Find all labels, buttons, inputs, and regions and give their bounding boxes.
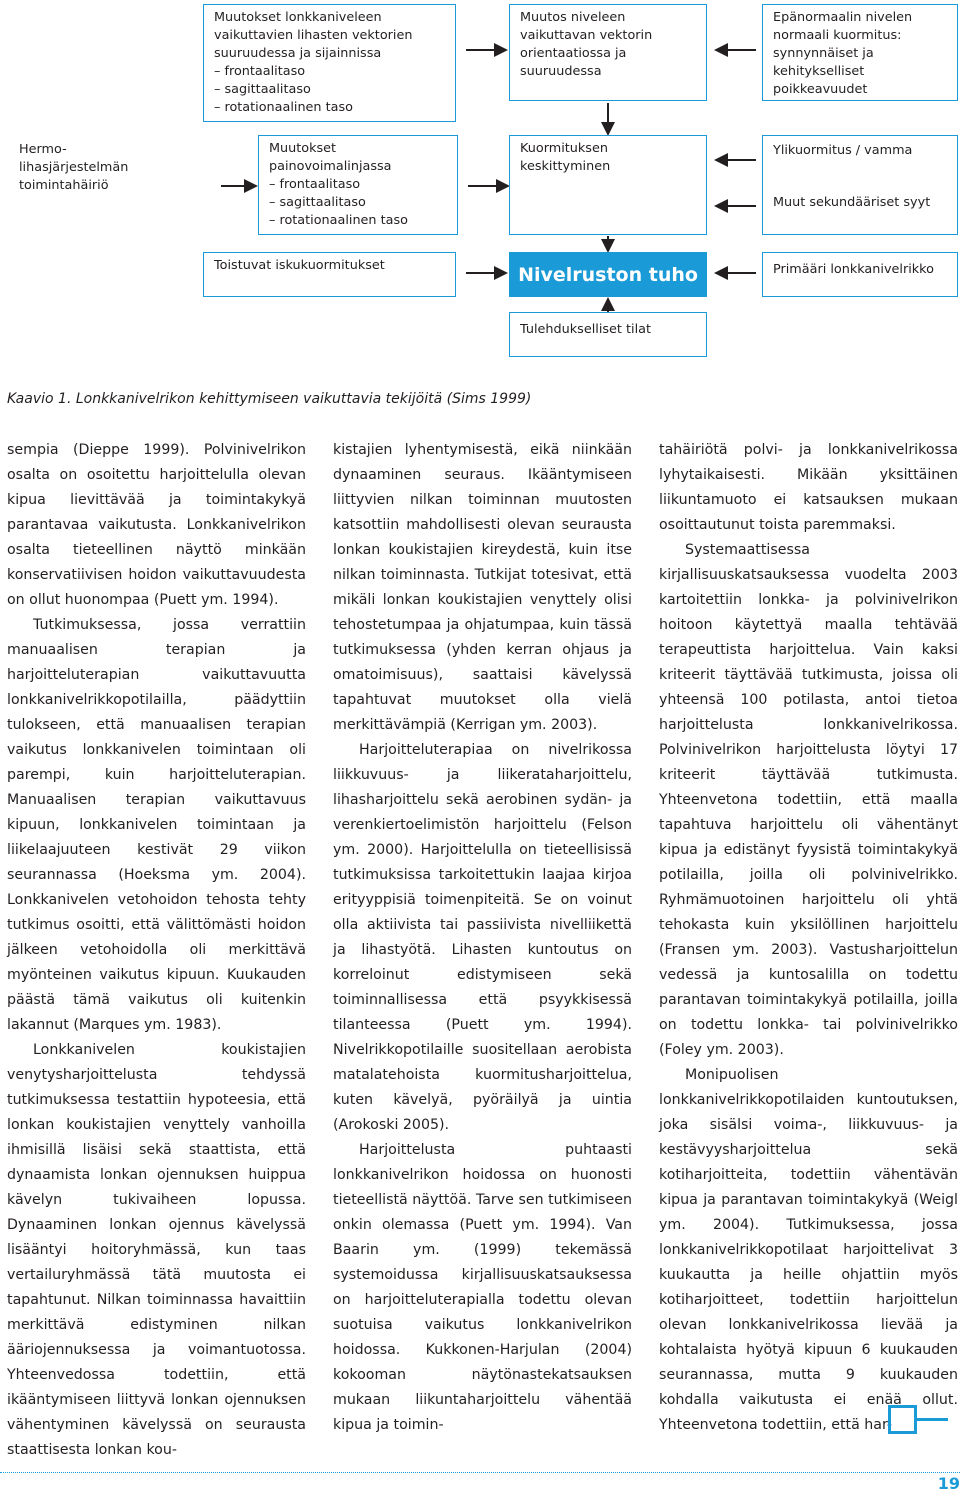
article-end-icon bbox=[888, 1405, 950, 1437]
box-ylikuormitus bbox=[762, 135, 958, 235]
paragraph: sempia (Dieppe 1999). Polvinivelrikon osalta on osoitettu harjoittelulla olevan kipua lievittävää ja toimintakykyä parantavaa vaikutusta. Lonkkanivelrikon osalta tieteellinen näyttö minkään konservatiivisen hoidon vaikuttavuudesta on ollut huonompaa (Puett ym. 1994). bbox=[7, 442, 306, 608]
box-vektori-line: orientaatiossa ja bbox=[520, 46, 627, 61]
box-painovoima-line: painovoimalinjassa bbox=[269, 159, 392, 174]
box-painovoima-line: – sagittaalitaso bbox=[269, 195, 366, 210]
box-lihakset-line: – frontaalitaso bbox=[214, 64, 306, 79]
box-lihakset-line: vaikuttavien lihasten vektorien bbox=[214, 28, 413, 43]
box-kuormitus-line: Kuormituksen bbox=[520, 141, 608, 156]
box-epanormaali-line: synnynnäiset ja bbox=[773, 46, 874, 61]
box-painovoima bbox=[258, 135, 458, 235]
paragraph: Lonkkanivelen koukistajien venytysharjoittelusta tehdyssä tutkimuksessa testattiin hypoteesia, että lonkan koukistajien venyttely vanhoilla ihmisillä lisäisi sekä staattista, että dynaamista lonkan ojennuksen huippua kävelyn tukivaiheen lopussa. Dynaaminen lonkan ojennus kävelyssä lisääntyi hoitoryhmässä, kun taas vertailuryhmässä tätä muutosta ei tapahtunut. Nilkan toiminnassa havaittiin merkittävä edistyminen nilkan ääriojennuksessa ja voimantuotossa. Yhteenvedossa todettiin, että ikääntymiseen liittyvä lonkan ojennuksen vähentyminen kävelyssä on seurausta staattisesta lonkan kou- bbox=[7, 1042, 306, 1458]
text-column-2 bbox=[333, 438, 632, 1438]
box-lihakset bbox=[203, 4, 456, 122]
box-painovoima-line: Muutokset bbox=[269, 141, 337, 156]
box-vektori bbox=[509, 4, 707, 101]
box-tulehdus-label: Tulehdukselliset tilat bbox=[520, 322, 651, 337]
box-painovoima-line: – rotationaalinen taso bbox=[269, 213, 408, 228]
paragraph: Tutkimuksessa, jossa verrattiin manuaalisen terapian ja harjoitteluterapian vaikuttavuutta lonkkanivelrikkopotilailla, päädyttiin tulokseen, että manuaalisen terapian vaikutus lonkkanivelen toimintaan oli parempi, kuin harjoitteluterapian. Manuaalisen terapian vaikuttavuus kipuun, lonkkanivelen toimintaan ja liikelaajuuteen kestivät 29 viikon seurannassa (Hoeksma ym. 2004). Lonkkanivelen vetohoidon tehosta tehty tutkimus osoitti, että välittömästi hoidon jälkeen vetohoidolla oli merkittävä myönteinen vaikutus kipuun. Kuukauden päästä tämä vaikutus oli kuitenkin lakannut (Marques ym. 1983). bbox=[7, 617, 306, 1033]
box-vektori-line: suuruudessa bbox=[520, 64, 602, 79]
paragraph: Harjoitteluterapiaa on nivelrikossa liikkuvuus- ja liikerataharjoittelu, lihasharjoittelu sekä aerobinen sydän- ja verenkiertoelimistön harjoittelu (Felson ym. 2000). Harjoittelulla on tieteellisissä tutkimuksissa tarkoitettukin laajaa kirjoa erityyppisiä toimenpiteitä. Se on voinut olla aktiivista tai passiivista nivelliikettä ja lihastyötä. Lihasten kuntoutus on korreloinut edistymiseen sekä toiminnallisessa että psyykkisessä tilanteessa (Puett ym. 1994). Nivelrikkopotilaille suositellaan aerobista matalatehoista kuormitusharjoittelua, kuten kävelyä, pyöräilyä ja uintia (Arokoski 2005). bbox=[333, 742, 632, 1133]
box-epanormaali-line: Epänormaalin nivelen bbox=[773, 10, 913, 25]
hermo-label-line: lihasjärjestelmän bbox=[19, 160, 129, 175]
box-lihakset-line: – sagittaalitaso bbox=[214, 82, 311, 97]
box-epanormaali-line: kehitykselliset bbox=[773, 64, 865, 79]
paragraph: kistajien lyhentymisestä, eikä niinkään dynaaminen seuraus. Ikääntymiseen liittyvien nilkan toiminnan muutosten katsottiin mahdollisesti olevan seurausta lonkan koukistajien kireydestä, kuin itse nilkan toiminnasta. Tutkijat totesivat, että mikäli lonkan koukistajien venyttely olisi tehostetumpaa ja ohjatumpaa, kuin tässä tutkimuksessa (yhden kerran ohjaus ja omatoimisuus), saattaisi kävelyssä tapahtuvat muutokset olla vielä merkittävämpiä (Kerrigan ym. 2003). bbox=[333, 442, 632, 733]
hermo-label-line: Hermo- bbox=[19, 142, 67, 157]
box-kuormitus-line: keskittyminen bbox=[520, 159, 611, 174]
center-box-nivelruston-tuho bbox=[509, 252, 707, 297]
box-lihakset-line: – rotationaalinen taso bbox=[214, 100, 353, 115]
hermo-label-line: toimintahäiriö bbox=[19, 178, 109, 193]
text-column-1 bbox=[7, 438, 306, 1463]
figure-caption: Kaavio 1. Lonkkanivelrikon kehittymiseen vaikuttavia tekijöitä (Sims 1999) bbox=[7, 391, 532, 407]
box-primaari bbox=[762, 252, 958, 297]
box-tulehdus bbox=[509, 312, 707, 357]
paragraph: tahäiriötä polvi- ja lonkkanivelrikossa lyhytaikaisesti. Mikään yksittäinen liikuntamuoto ei katsauksen mukaan osoittautunut toista paremmaksi. bbox=[659, 442, 958, 533]
box-epanormaali-line: poikkeavuudet bbox=[773, 82, 868, 97]
box-vektori-line: Muutos niveleen bbox=[520, 10, 626, 25]
box-kuormitus bbox=[509, 135, 707, 235]
page-number: 19 bbox=[937, 1474, 960, 1493]
box-iskukuormitukset bbox=[203, 252, 456, 297]
center-box-label: Nivelruston tuho bbox=[518, 263, 698, 286]
box-ylikuormitus-label: Ylikuormitus / vamma bbox=[773, 143, 913, 158]
text-column-3 bbox=[659, 438, 958, 1438]
box-primaari-label: Primääri lonkkanivelrikko bbox=[773, 262, 934, 277]
box-sekundaariset-label: Muut sekundääriset syyt bbox=[773, 195, 931, 210]
box-lihakset-line: suuruudessa ja sijainnissa bbox=[214, 46, 382, 61]
paragraph: Systemaattisessa kirjallisuuskatsauksessa vuodelta 2003 kartoitettiin lonkka- ja polvinivelrikon hoitoon käytettyä maalla tehtävää terapeuttista harjoittelua. Vain kaksi kriteerit täyttävää tutkimusta, joissa oli yhteensä 100 potilasta, antoi tietoa harjoittelusta lonkkanivelrikossa. Polvinivelrikon harjoittelusta löytyi 17 kriteerit täyttävää tutkimusta. Yhteenvetona todettiin, että maalla tapahtuva harjoittelu oli vähentänyt kipua ja edistänyt fyysistä toimintakykyä potilailla, joilla oli polvinivelrikko. Ryhmämuotoinen harjoittelu oli yhtä tehokasta kuin yksilöllinen harjoittelu (Fransen ym. 2003). Vastusharjoittelun vedessä ja kuntosalilla on todettu parantavan toimintakykyä potilailla, joilla on todettu lonkka- tai polvinivelrikko (Foley ym. 2003). bbox=[659, 542, 958, 1058]
paragraph: Harjoittelusta puhtaasti lonkkanivelrikon hoidossa on huonosti tieteellistä näyttöä. Tarve sen tutkimiseen onkin olemassa (Puett ym. 1994). Van Baarin ym. (1999) tekemässä systemoidussa kirjallisuuskatsauksessa on harjoitteluterapialla todettu olevan suotuisa vaikutus lonkkanivelrikon hoidossa. Kukkonen-Harjulan (2004) kokooman näytönastekatsauksen mukaan liikuntaharjoittelu vähentää kipua ja toimin- bbox=[333, 1142, 632, 1433]
box-epanormaali bbox=[762, 4, 958, 101]
footer-rule bbox=[0, 1472, 960, 1473]
box-lihakset-line: Muutokset lonkkaniveleen bbox=[214, 10, 382, 25]
box-vektori-line: vaikuttavan vektorin bbox=[520, 28, 653, 43]
box-epanormaali-line: normaali kuormitus: bbox=[773, 28, 902, 43]
box-painovoima-line: – frontaalitaso bbox=[269, 177, 361, 192]
hermo-label bbox=[19, 141, 199, 195]
paragraph: Monipuolisen lonkkanivelrikkopotilaiden kuntoutuksen, joka sisälsi voima-, liikkuvuus- ja kestävyysharjoittelua sekä kotiharjoitteita, todettiin vähentävän kipua ja parantavan toimintakykyä (Weigl ym. 2004). Tutkimuksessa, jossa lonkkanivelrikkopotilaat harjoittelivat 3 kuukautta ja heille ohjattiin myös kotiharjoitteet, todettiin harjoittelun olevan lonkkanivelrikossa lievää ja kohtalaista hyötyä kipuun 6 kuukauden seurannassa, mutta 9 kuukauden kohdalla vaikutusta ei enää ollut. Yhteenvetona todettiin, että har- bbox=[659, 1067, 958, 1433]
box-iskukuormitukset-label: Toistuvat iskukuormitukset bbox=[214, 258, 385, 273]
